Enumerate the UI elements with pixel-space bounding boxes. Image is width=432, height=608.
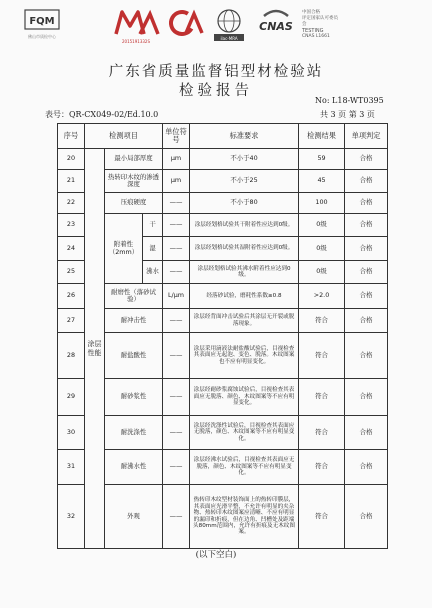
cnas-line-3: TESTING — [302, 27, 324, 34]
fqm-logo — [22, 8, 62, 48]
coating-group-label: 涂层性能 — [85, 149, 105, 549]
cnas-line-1: 中国合格 — [302, 10, 320, 15]
cma-logo-caption: 2015191332S — [122, 39, 150, 44]
ilac-mra-logo — [208, 8, 250, 48]
cnas-line-2: 评定国家认可委员会 — [302, 15, 338, 27]
cnas-text-block — [302, 8, 342, 48]
svg-text:FQM: FQM — [29, 16, 55, 27]
report-number: No: L18-WT0395 — [315, 96, 384, 105]
table-row: 24 湿 —— 涂层经划格试验其湿附着性应达到0级。 0级 合格 — [58, 237, 388, 261]
svg-text:CNAS: CNAS — [259, 20, 293, 33]
fqm-logo-caption: 佛山市质检中心 — [28, 34, 56, 39]
adhesion-label: 附着性（2mm） — [105, 214, 143, 284]
table-row: 28 耐盐酸性 —— 涂层采用滴液法耐盐酸试验后，目视检查其表面应无起泡、变色、脱落。木纹图案也不应有明显变化。 符合 合格 — [58, 333, 388, 379]
table-row: 32 外观 —— 热转印木纹型材装饰面上的热转印膜层，其表面应光滑平整，不允许有明显的夹杂物、热转印木纹图案应清晰、不应有明显的漏印和折痕，但在边角、凹槽处及距端头80mm范围内，允许有折痕及无木纹图案。 符合 合格 — [58, 485, 388, 549]
table-row: 29 耐砂浆性 —— 涂层经耐砂浆腐蚀试验后，目视检查其表面应无脱落、颜色、木纹图案等不应有明显变化。 符合 合格 — [58, 379, 388, 416]
table-row: 21 热转印木纹的渗透深度 μm 不小于25 45 合格 — [58, 170, 388, 193]
cma-logo — [112, 8, 160, 48]
table-row: 20 涂层性能 最小局部厚度 μm 不小于40 59 合格 — [58, 149, 388, 170]
table-row: 22 压痕硬度 —— 不小于80 100 合格 — [58, 193, 388, 214]
cnas-logo — [254, 8, 298, 48]
table-header-row — [58, 124, 388, 149]
table-row: 25 沸水 —— 涂层经划格试验其沸水附着性应达到0级。 0级 合格 — [58, 261, 388, 284]
table-row: 26 耐磨性（落砂试验） L/μm 经落砂试验，磨耗性系数≥0.8 >2.0 合格 — [58, 284, 388, 309]
ilac-mra-logo-caption: ilac-MRA — [220, 36, 238, 41]
table-row: 30 耐洗涤性 —— 涂层经洗涤性试验后，目视检查其表面应无脱落，颜色、木纹图案等不应有明显变化。 符合 合格 — [58, 416, 388, 450]
table-row: 31 耐沸水性 —— 涂层经沸水试验后，目视检查其表面应无脱落，颜色、木纹图案等不应有明显变化。 符合 合格 — [58, 450, 388, 485]
table-row: 27 耐冲击性 —— 涂层经背面冲击试验后其涂层无开裂或脱落现象。 符合 合格 — [58, 309, 388, 333]
inspection-table — [57, 123, 388, 549]
logo-strip — [0, 4, 432, 54]
page-indicator: 共 3 页 第 3 页 — [320, 110, 375, 119]
form-number: 表号：QR-CX049-02/Ed.10.0 — [45, 110, 159, 119]
cnas-line-4: CNAS L1661 — [302, 34, 330, 40]
report-title: 广东省质量监督铝型材检验站 — [108, 64, 324, 80]
col-verdict: 单项判定 — [345, 124, 388, 149]
col-unit: 单位符号 — [163, 124, 190, 149]
table-row: 23 附着性（2mm） 干 —— 涂层经划格试验其干附着性应达到0级。 0级 合格 — [58, 214, 388, 237]
col-standard: 标准要求 — [190, 124, 299, 149]
col-seq: 序号 — [58, 124, 85, 149]
report-subtitle: 检验报告 — [179, 83, 253, 99]
col-result: 检测结果 — [299, 124, 345, 149]
page-end-note: (以下空白) — [195, 550, 237, 560]
col-item: 检测项目 — [85, 124, 163, 149]
cal-logo — [164, 8, 204, 48]
